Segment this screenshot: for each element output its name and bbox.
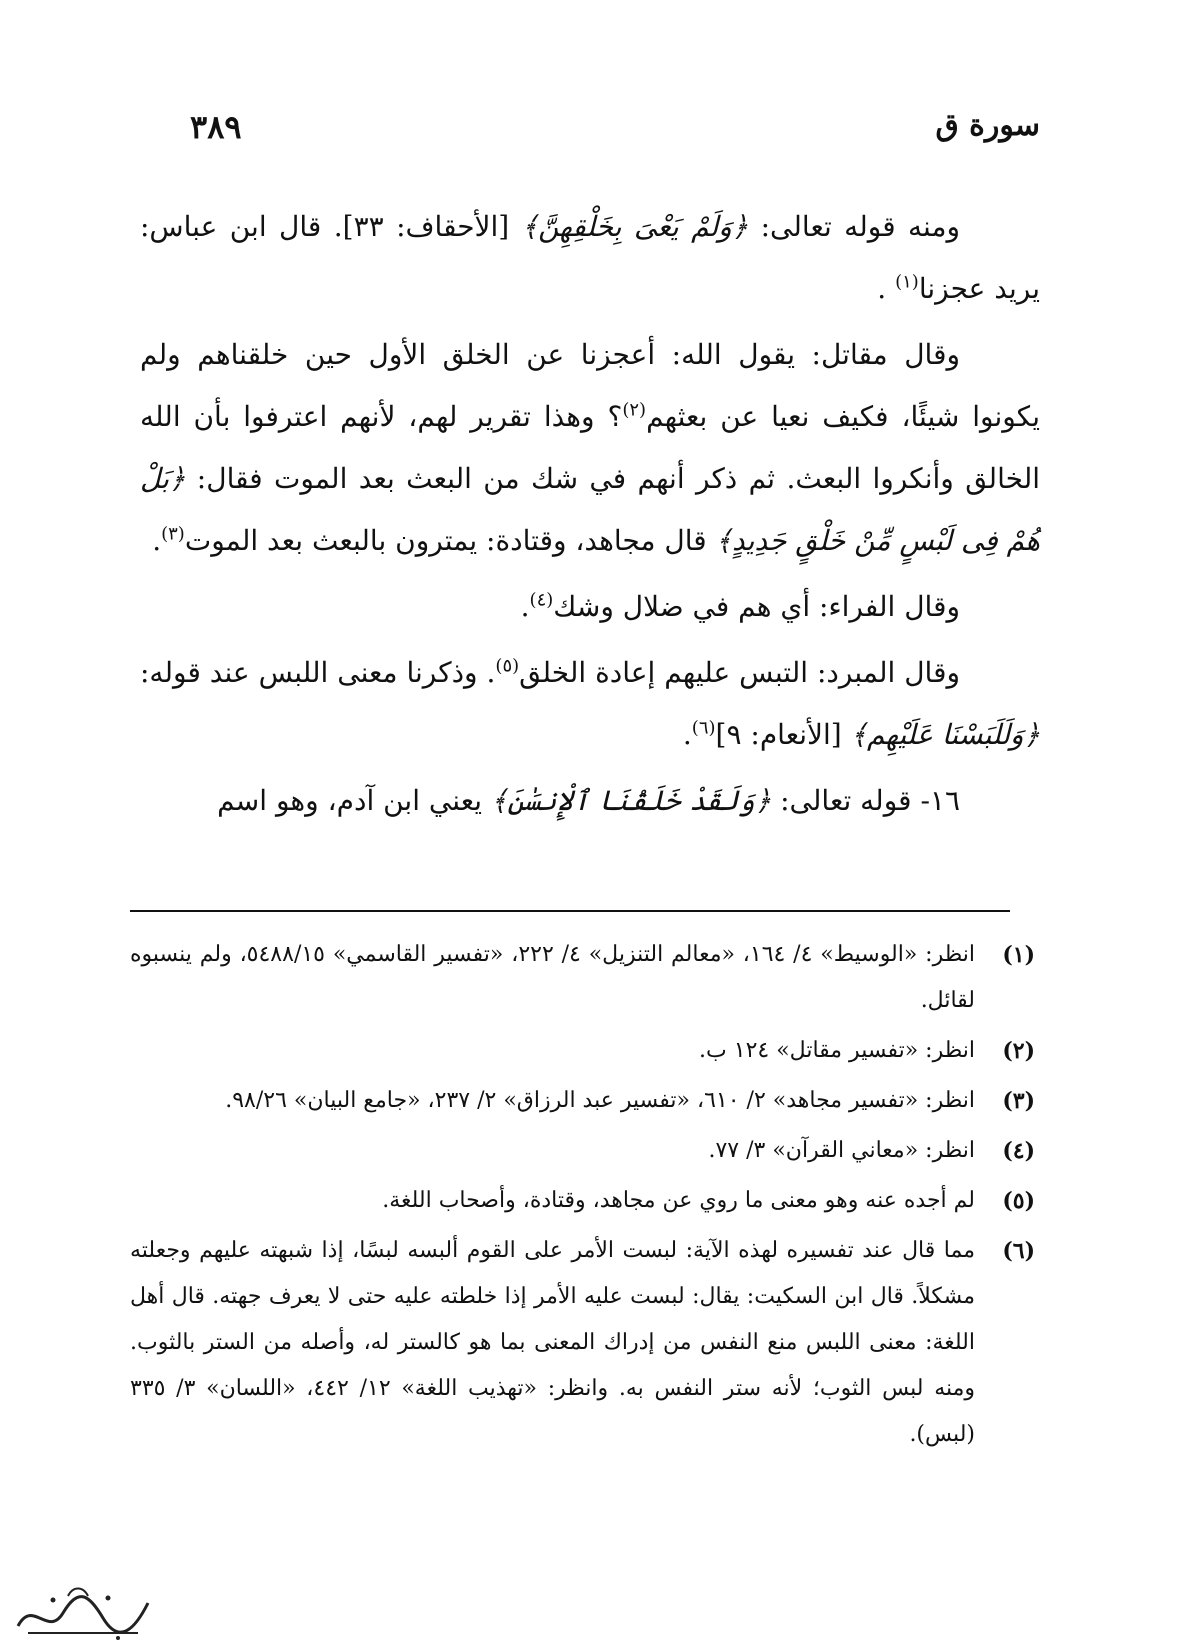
- footnote-text: انظر: «تفسير مجاهد» ٢/ ٦١٠، «تفسير عبد الرزاق» ٢/ ٢٣٧، «جامع البيان» ٩٨/٢٦.: [225, 1088, 975, 1113]
- footnote-ref[interactable]: (٦): [691, 717, 716, 739]
- text-run: [الأنعام: ٩]: [715, 718, 851, 751]
- page-header: [140, 108, 1040, 158]
- paragraph: [140, 196, 1040, 320]
- footnote: [130, 1228, 1035, 1458]
- footnote: [130, 932, 1035, 1024]
- footnote: [130, 1178, 1035, 1224]
- calligraphy-logo-drawing: [8, 1578, 158, 1644]
- text-run: قال مجاهد، وقتادة: يمترون بالبعث بعد الموت: [184, 524, 716, 557]
- surah-title: سورة ق: [935, 108, 1040, 143]
- text-run: .: [682, 718, 692, 751]
- main-text: [140, 196, 1040, 836]
- quran-verse: ﴿وَلَمْ يَعْىَ بِخَلْقِهِنَّ﴾: [521, 210, 749, 243]
- text-run: . وذكرنا معنى اللبس عند قوله:: [140, 656, 496, 689]
- footnote-number: (٣): [1002, 1088, 1035, 1114]
- text-run: [الأحقاف: ٣٣]. قال ابن عباس: يريد عجزنا: [140, 210, 1040, 305]
- quran-verse: ﴿بَلْ هُمْ فِى لَبْسٍ مِّنْ خَلْقٍ جَدِيدٍ﴾: [140, 462, 1040, 557]
- text-run: .: [152, 524, 162, 557]
- footnote-number: (١): [1002, 942, 1035, 968]
- text-run: وقال المبرد: التبس عليهم إعادة الخلق: [519, 656, 960, 689]
- quran-verse: ﴿وَلَقَدْ خَلَقْنَا ٱلْإِنسَٰنَ﴾: [490, 784, 772, 817]
- footnote-number: (٢): [1002, 1038, 1035, 1064]
- page-number: ٣٨٩: [190, 108, 242, 146]
- footnote-ref[interactable]: (٢): [622, 399, 647, 421]
- footnote-text: انظر: «الوسيط» ٤/ ١٦٤، «معالم التنزيل» ٤/ ٢٢٢، «تفسير القاسمي» ٥٤٨٨/١٥، ولم ينسبوه لقائل.: [130, 942, 976, 1013]
- paragraph: [140, 324, 1040, 572]
- footnote: [130, 1128, 1035, 1174]
- text-run: ؟ وهذا تقرير لهم، لأنهم اعترفوا بأن الله الخالق وأنكروا البعث. ثم ذكر أنهم في شك من البعث بعد الموت فقال:: [140, 400, 1040, 495]
- footnote-ref[interactable]: (٣): [161, 523, 185, 545]
- text-run: وقال مقاتل: يقول الله: أعجزنا عن الخلق الأول حين خلقناهم ولم يكونوا شيئًا، فكيف نعيا عن بعثهم: [140, 338, 1041, 433]
- text-run: ومنه قوله تعالى:: [748, 210, 960, 243]
- text-run: يعني ابن آدم، وهو اسم: [217, 784, 491, 817]
- footnotes: [130, 932, 1035, 1462]
- calligraphy-logo-icon: [8, 1578, 158, 1644]
- footnote: [130, 1078, 1035, 1124]
- footnote-number: (٤): [1002, 1138, 1035, 1164]
- text-run: ١٦- قوله تعالى:: [771, 784, 960, 817]
- footnote-number: (٥): [1002, 1188, 1035, 1214]
- footnote-divider: [130, 910, 1010, 912]
- footnote-text: مما قال عند تفسيره لهذه الآية: لبست الأمر على القوم ألبسه لبسًا، إذا شبهته عليهم وجعلته مشكلاً. قال ابن السكيت: يقال: لبست عليه الأمر إذا خلطته عليه حتى لا يعرف جهته. قال أهل اللغة: معنى اللبس منع النفس من إدراك المعنى بما هو كالستر له، وأصله من الستر بالثوب. ومنه لبس الثوب؛ لأنه ستر النفس به. وانظر: «تهذيب اللغة» ١٢/ ٤٤٢، «اللسان» ٣/ ٣٣٥ (لبس).: [130, 1238, 976, 1447]
- paragraph: [140, 576, 1040, 638]
- text-run: وقال الفراء: أي هم في ضلال وشك: [553, 590, 960, 623]
- text-run: .: [520, 590, 530, 623]
- footnote: [130, 1028, 1035, 1074]
- footnote-ref[interactable]: (٤): [529, 589, 554, 611]
- footnote-text: انظر: «تفسير مقاتل» ١٢٤ ب.: [699, 1038, 975, 1063]
- paragraph: [140, 642, 1040, 766]
- footnote-ref[interactable]: (١): [895, 271, 919, 293]
- footnote-number: (٦): [1002, 1238, 1035, 1264]
- footnote-ref[interactable]: (٥): [495, 655, 520, 677]
- paragraph: [140, 770, 1040, 832]
- footnote-text: لم أجده عنه وهو معنى ما روي عن مجاهد، وقتادة، وأصحاب اللغة.: [382, 1188, 975, 1213]
- footnote-text: انظر: «معاني القرآن» ٣/ ٧٧.: [708, 1138, 975, 1163]
- quran-verse: ﴿وَلَلَبَسْنَا عَلَيْهِم﴾: [850, 718, 1040, 751]
- text-run: .: [877, 272, 896, 305]
